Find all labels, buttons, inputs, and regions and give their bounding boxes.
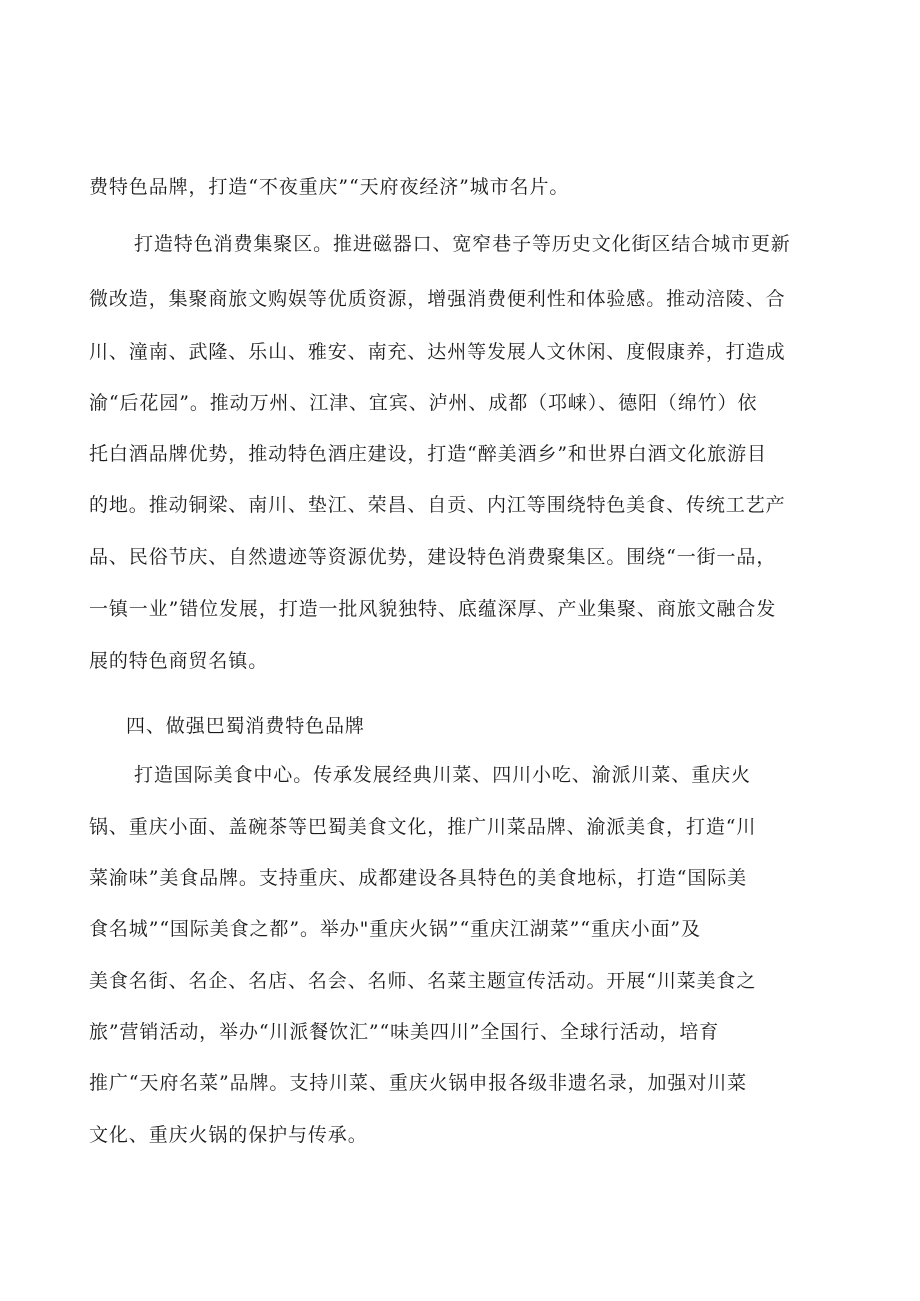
text-line: 一镇一业”错位发展，打造一批风貌独特、底蕴深厚、产业集聚、商旅文融合发 <box>89 598 777 620</box>
text-line: 费特色品牌，打造“不夜重庆”“天府夜经济”城市名片。 <box>89 176 570 198</box>
text-line: 旅”营销活动，举办“川派餐饮汇”“味美四川”全国行、全球行活动，培育 <box>89 1021 720 1043</box>
text-line: 品、民俗节庆、自然遗迹等资源优势，建设特色消费聚集区。围绕“一街一品， <box>89 546 777 568</box>
text-line: 展的特色商贸名镇。 <box>89 650 269 672</box>
paragraph-first-line: 打造特色消费集聚区。推进磁器口、宽窄巷子等历史文化街区结合城市更新 <box>134 233 791 255</box>
paragraph-first-line: 打造国际美食中心。传承发展经典川菜、四川小吃、渝派川菜、重庆火 <box>134 764 751 786</box>
text-line: 菜渝味”美食品牌。支持重庆、成都建设各具特色的美食地标，打造“国际美 <box>89 867 748 889</box>
text-line: 文化、重庆火锅的保护与传承。 <box>89 1124 368 1146</box>
text-line: 食名城”“国际美食之都”。举办"重庆火锅”“重庆江湖菜”“重庆小面”及 <box>89 918 701 940</box>
text-line: 渝“后花园”。推动万州、江津、宜宾、泸州、成都（邛崃）、德阳（绵竹）依 <box>89 392 758 414</box>
text-line: 锅、重庆小面、盖碗茶等巴蜀美食文化，推广川菜品牌、渝派美食，打造“川 <box>89 816 757 838</box>
section-heading: 四、做强巴蜀消费特色品牌 <box>126 715 365 737</box>
text-line: 托白酒品牌优势，推动特色酒庄建设，打造“醉美酒乡”和世界白酒文化旅游目 <box>89 443 767 465</box>
text-line: 美食名街、名企、名店、名会、名师、名菜主题宣传活动。开展“川菜美食之 <box>89 970 757 992</box>
text-line: 的地。推动铜梁、南川、垫江、荣昌、自贡、内江等围绕特色美食、传统工艺产 <box>89 494 786 516</box>
text-line: 推广“天府名菜”品牌。支持川菜、重庆火锅申报各级非遗名录，加强对川菜 <box>89 1072 748 1094</box>
text-line: 川、潼南、武隆、乐山、雅安、南充、达州等发展人文休闲、度假康养，打造成 <box>89 341 786 363</box>
text-line: 微改造，集聚商旅文购娱等优质资源，增强消费便利性和体验感。推动涪陵、合 <box>89 288 786 310</box>
